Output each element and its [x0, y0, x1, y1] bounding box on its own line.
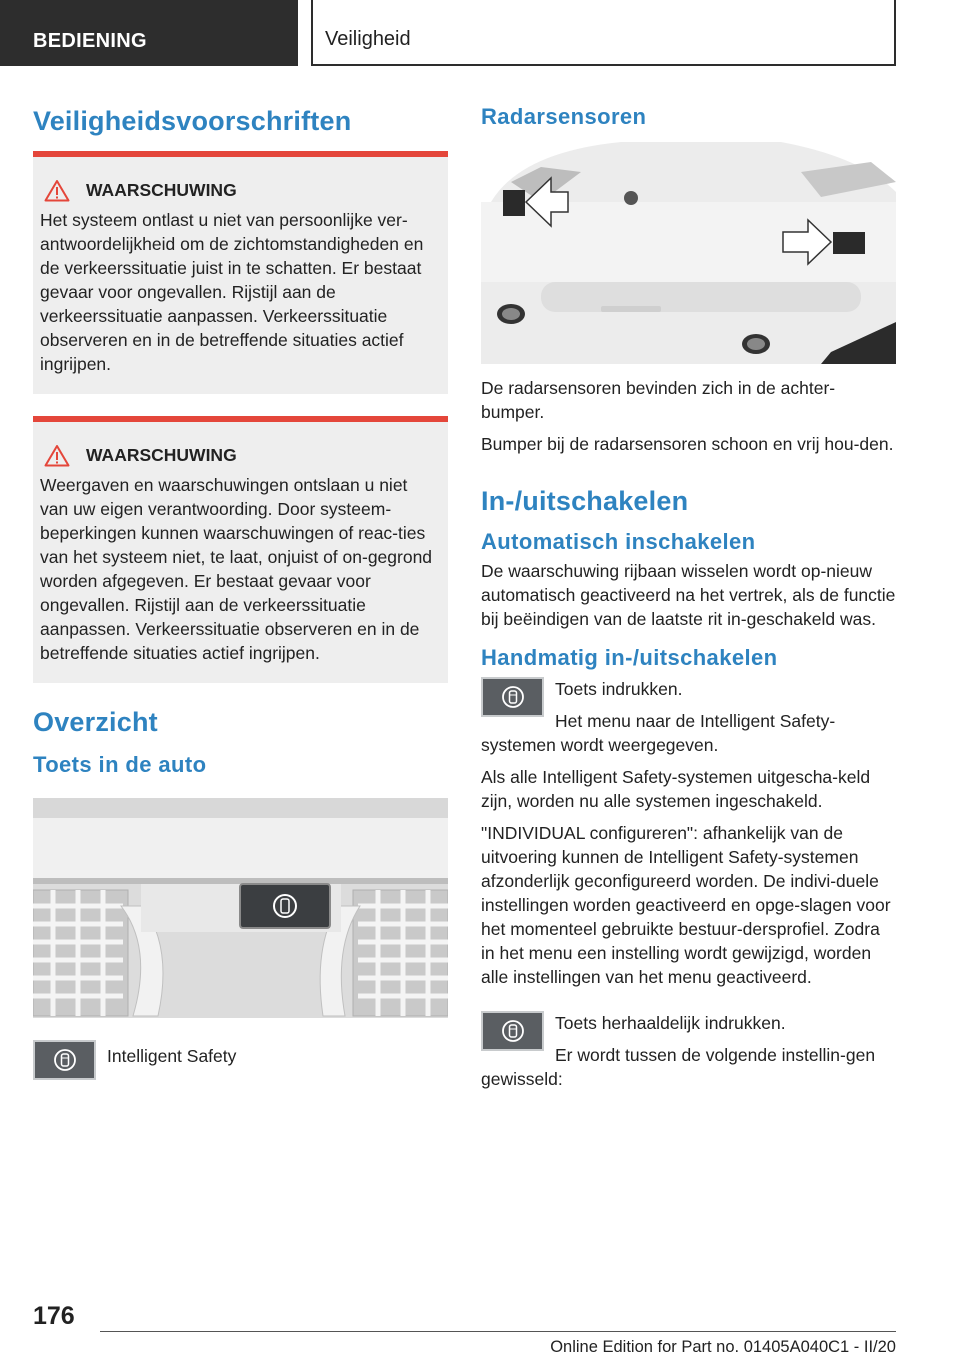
- press-key-text: Toets indrukken.: [555, 679, 683, 699]
- edition-text: Online Edition for Part no. 01405A040C1 - II/20: [550, 1338, 896, 1356]
- warning-text: Weergaven en waarschuwingen ontslaan u niet van uw eigen verantwoording. Door systeem-beperkingen kunnen waarschuwingen of reac-ties van het systeem niet, te laat, onjuist of on-gegrond worden afgegeven. Er bestaat gevaar voor ongevallen. Rijstijl aan de verkeerssituatie aanpassen. Verkeerssituatie observeren en in de betreffende situaties actief ingrijpen.: [40, 475, 433, 663]
- warning-triangle-icon: [44, 179, 70, 202]
- footer-divider: [100, 1331, 896, 1332]
- radar-title: Radarsensoren: [481, 104, 647, 129]
- button-legend-row: [33, 1036, 448, 1080]
- warning-label: WAARSCHUWING: [86, 180, 237, 200]
- menu-shown-text: Het menu naar de Intelligent Safety-systemen wordt weergegeven.: [481, 711, 836, 755]
- warning-triangle-icon: [44, 444, 70, 467]
- safety-title: Veiligheidsvoorschriften: [33, 106, 352, 136]
- left-column: [33, 90, 448, 1080]
- rear-bumper-image: [481, 142, 896, 364]
- auto-on-text: De waarschuwing rijbaan wisselen wordt op-nieuw automatisch geactiveerd na het vertrek, als de functie bij beëindigen van de laatste rit in-geschakeld was.: [481, 561, 896, 629]
- button-caption: Intelligent Safety: [107, 1046, 237, 1066]
- overview-title: Overzicht: [33, 707, 158, 737]
- on-off-title: In-/uitschakelen: [481, 486, 689, 516]
- warning-box-1: [33, 151, 448, 394]
- auto-on-title: Automatisch inschakelen: [481, 529, 756, 554]
- right-column: [481, 90, 896, 1099]
- manual-step-1: [481, 677, 896, 757]
- intelligent-safety-button[interactable]: [33, 1040, 96, 1080]
- warning-label: WAARSCHUWING: [86, 445, 237, 465]
- intelligent-safety-icon: [501, 685, 525, 709]
- dashboard-button-image: [33, 798, 448, 1018]
- manual-step-2: [481, 1011, 896, 1091]
- radar-clean-text: Bumper bij de radarsensoren schoon en vrij hou-den.: [481, 434, 894, 454]
- switch-settings-text: Er wordt tussen de volgende instellin-gen gewisseld:: [481, 1045, 876, 1089]
- intelligent-safety-button[interactable]: [481, 677, 544, 717]
- manual-on-off-title: Handmatig in-/uitschakelen: [481, 645, 778, 670]
- chapter-tab: Veiligheid: [311, 0, 896, 66]
- radar-location-text: De radarsensoren bevinden zich in de achter-bumper.: [481, 378, 836, 422]
- warning-box-2: [33, 416, 448, 683]
- press-repeat-text: Toets herhaaldelijk indrukken.: [555, 1013, 786, 1033]
- page-number: 176: [33, 1302, 75, 1330]
- all-off-text: Als alle Intelligent Safety-systemen uitgescha-keld zijn, worden nu alle systemen ingeschakeld.: [481, 767, 871, 811]
- intelligent-safety-icon: [501, 1019, 525, 1043]
- section-tab: BEDIENING: [0, 0, 298, 66]
- button-section-title: Toets in de auto: [33, 752, 207, 777]
- page-header: [0, 0, 960, 66]
- warning-text: Het systeem ontlast u niet van persoonlijke ver-antwoordelijkheid om de zichtomstandigheden en de verkeerssituatie juist in te schatten. Er bestaat gevaar voor ongevallen. Rijstijl aan de verkeerssituatie aanpassen. Verkeerssituatie observeren en in de betreffende situaties actief ingrijpen.: [40, 210, 424, 374]
- individual-config-text: "INDIVIDUAL configureren": afhankelijk van de uitvoering kunnen de Intelligent Safety-systemen afzonderlijk geconfigureerd worden. De indivi-duele instellingen worden geactiveerd en opge-slagen voor het momenteel gebruikte bestuur-dersprofiel. Zodra in het menu een instelling wordt gewijzigd, worden alle instellingen van het menu geactiveerd.: [481, 823, 891, 987]
- intelligent-safety-button[interactable]: [481, 1011, 544, 1051]
- intelligent-safety-icon: [53, 1048, 77, 1072]
